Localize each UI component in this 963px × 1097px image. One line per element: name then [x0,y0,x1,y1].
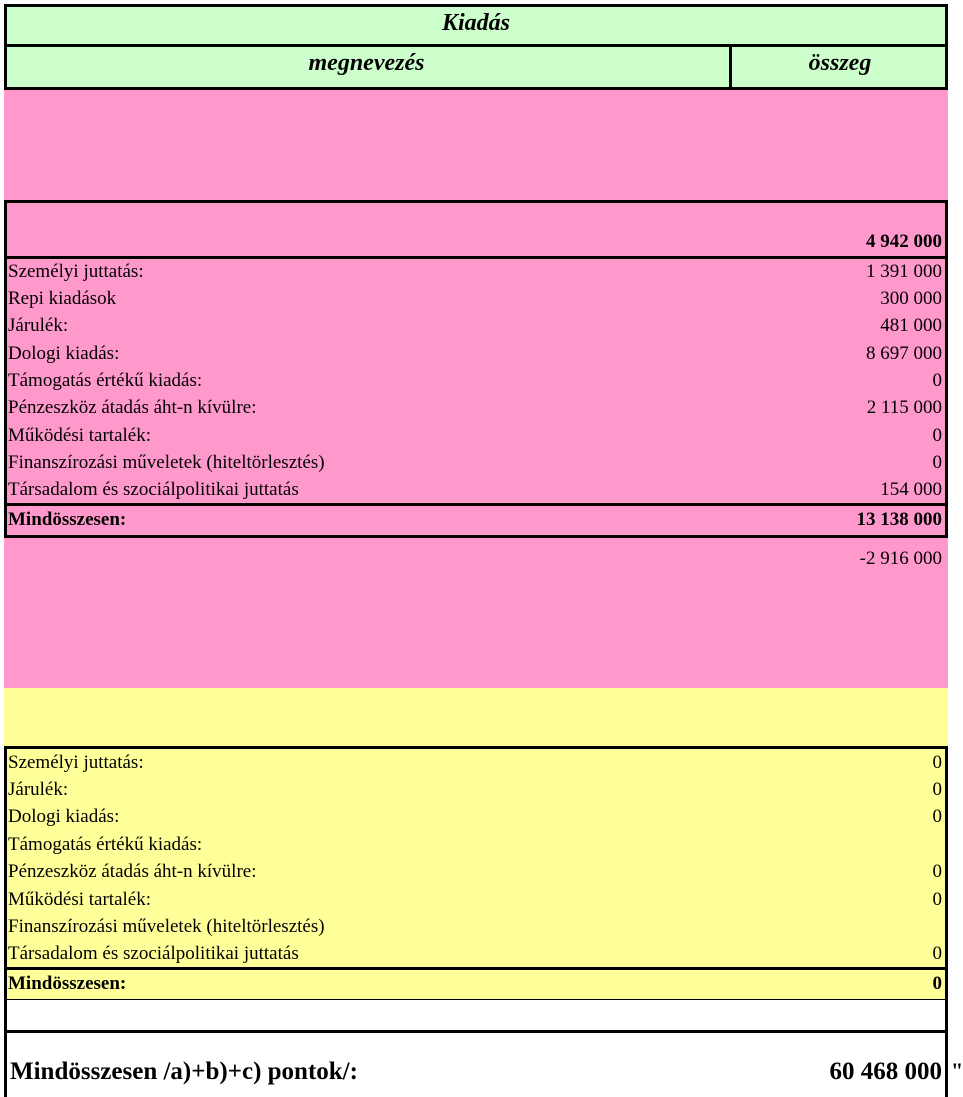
total-label: Mindösszesen: [8,508,127,530]
table-row [8,340,942,367]
table-row [8,940,942,967]
yellow-section-top [4,688,948,748]
row-value: 0 [932,942,942,964]
grand-total-value: 60 468 000 [829,1058,942,1085]
table-row [8,449,942,476]
header-divider [4,44,948,47]
row-label: Támogatás értékű kiadás: [8,369,203,391]
row-value: 481 000 [880,314,942,336]
pink-total-row [8,506,942,533]
pink-section-top [4,90,948,202]
row-label: Működési tartalék: [8,888,151,910]
row-value: 0 [932,888,942,910]
row-label: Működési tartalék: [8,424,151,446]
total-value: 13 138 000 [856,508,942,530]
total-label: Mindösszesen: [8,972,127,994]
row-label: Pénzeszköz átadás áht-n kívülre: [8,860,257,882]
row-value: 0 [932,860,942,882]
row-label: Finanszírozási műveletek (hiteltörlesztés) [8,915,325,937]
row-label: Támogatás értékű kiadás: [8,833,203,855]
row-label: Járulék: [8,778,69,800]
row-label: Járulék: [8,314,69,336]
row-label: Repi kiadások [8,287,117,309]
table-row [8,749,942,776]
table-row [8,803,942,830]
column-header-name: megnevezés [308,50,425,76]
pink-subtotal-value: 4 942 000 [866,230,942,252]
row-label: Pénzeszköz átadás áht-n kívülre: [8,396,257,418]
row-value: 154 000 [880,478,942,500]
table-row [8,913,942,940]
grand-total-label: Mindösszesen /a)+b)+c) pontok/: [10,1058,358,1085]
table-row [8,422,942,449]
row-label: Személyi juttatás: [8,751,144,773]
row-value: 0 [932,424,942,446]
table-row [8,476,942,503]
table-row [8,776,942,803]
row-value: 8 697 000 [866,342,942,364]
row-value: 0 [932,751,942,773]
row-value: 0 [932,778,942,800]
pink-subtotal-row [8,228,942,255]
row-value: 0 [932,451,942,473]
row-value: 0 [932,805,942,827]
row-label: Dologi kiadás: [8,342,120,364]
row-label: Társadalom és szociálpolitikai juttatás [8,478,299,500]
table-row [8,886,942,913]
table-row [8,831,942,858]
yellow-total-row [8,970,942,997]
row-label: Dologi kiadás: [8,805,120,827]
page-title: Kiadás [441,10,510,36]
total-value: 0 [932,972,942,994]
table-row [8,394,942,421]
table-row [8,258,942,285]
table-row [8,858,942,885]
row-value: 2 115 000 [866,396,942,418]
trailing-quote-mark: " [951,1058,963,1083]
row-label: Társadalom és szociálpolitikai juttatás [8,942,299,964]
difference-value: -2 916 000 [859,547,942,569]
table-row [8,367,942,394]
row-value: 1 391 000 [866,260,942,282]
table-row [8,285,942,312]
row-value: 0 [932,369,942,391]
row-label: Finanszírozási műveletek (hiteltörlesztés) [8,451,325,473]
table-row [8,312,942,339]
row-label: Személyi juttatás: [8,260,144,282]
row-value: 300 000 [880,287,942,309]
difference-row [8,545,942,572]
column-header-amount: összeg [808,50,872,76]
spacer-row [4,1000,948,1032]
